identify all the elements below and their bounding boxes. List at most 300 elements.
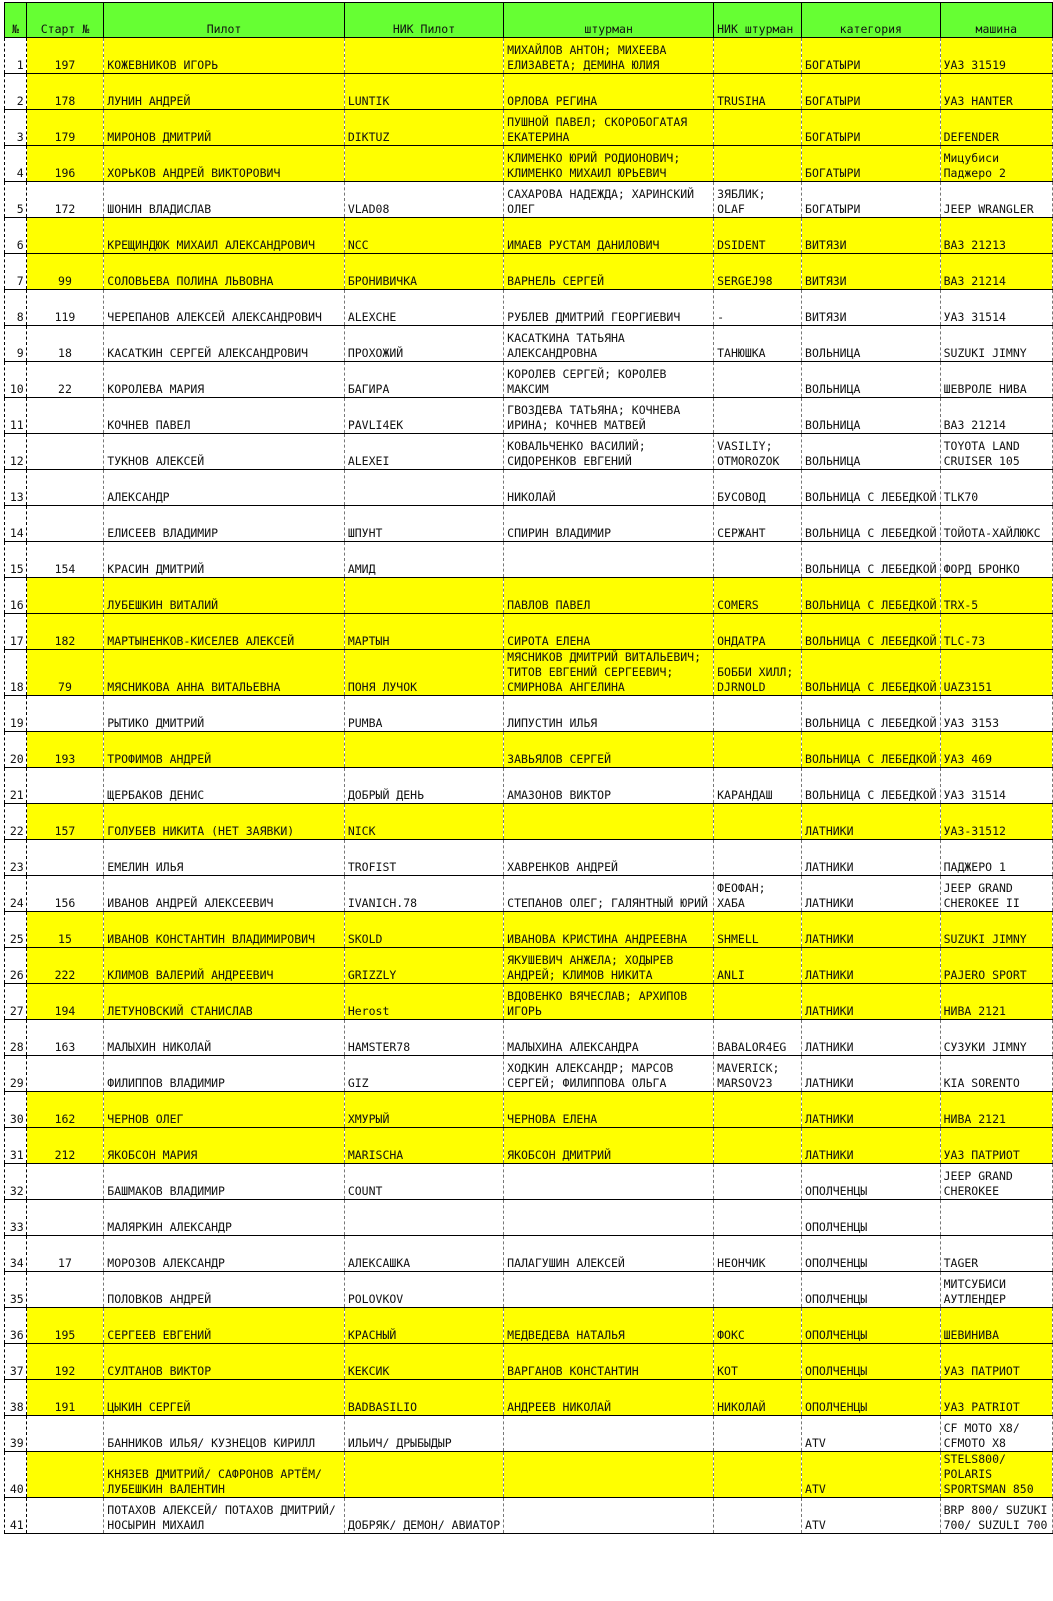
cell-navigator-nick	[714, 110, 802, 146]
table-row	[5, 38, 1053, 74]
cell-start	[26, 1498, 104, 1534]
table-row	[5, 614, 1053, 650]
cell-pilot-nick: КЕКСИК	[344, 1344, 503, 1380]
cell-navigator: МЕДВЕДЕВА НАТАЛЬЯ	[504, 1308, 714, 1344]
cell-num: 39	[5, 1416, 27, 1452]
table-row	[5, 984, 1053, 1020]
cell-start: 179	[26, 110, 104, 146]
cell-pilot-nick: SKOLD	[344, 912, 503, 948]
cell-pilot-nick: PUMBA	[344, 696, 503, 732]
cell-navigator-nick	[714, 398, 802, 434]
cell-pilot: КОРОЛЕВА МАРИЯ	[104, 362, 345, 398]
cell-pilot: ЧЕРНОВ ОЛЕГ	[104, 1092, 345, 1128]
table-row	[5, 290, 1053, 326]
cell-navigator-nick: SHMELL	[714, 912, 802, 948]
cell-pilot-nick: TROFIST	[344, 840, 503, 876]
cell-navigator	[504, 542, 714, 578]
cell-category: ОПОЛЧЕНЦЫ	[802, 1380, 941, 1416]
cell-pilot-nick: ДОБРЯК/ ДЕМОН/ АВИАТОР	[344, 1498, 503, 1534]
cell-category: ЛАТНИКИ	[802, 1020, 941, 1056]
cell-category: ВОЛЬНИЦА С ЛЕБЕДКОЙ	[802, 614, 941, 650]
cell-pilot-nick: BADBASILIO	[344, 1380, 503, 1416]
cell-car: ШЕВРОЛЕ НИВА	[940, 362, 1052, 398]
cell-navigator: РУБЛЕВ ДМИТРИЙ ГЕОРГИЕВИЧ	[504, 290, 714, 326]
cell-navigator: ХАВРЕНКОВ АНДРЕЙ	[504, 840, 714, 876]
cell-num: 4	[5, 146, 27, 182]
cell-category: ВОЛЬНИЦА	[802, 362, 941, 398]
cell-car: УАЗ ПАТРИОТ	[940, 1128, 1052, 1164]
cell-num: 33	[5, 1200, 27, 1236]
cell-navigator: ВАРНЕЛЬ СЕРГЕЙ	[504, 254, 714, 290]
table-row	[5, 254, 1053, 290]
cell-car: НИВА 2121	[940, 984, 1052, 1020]
cell-navigator-nick	[714, 804, 802, 840]
cell-category: ЛАТНИКИ	[802, 840, 941, 876]
cell-pilot: ИВАНОВ КОНСТАНТИН ВЛАДИМИРОВИЧ	[104, 912, 345, 948]
cell-car: УАЗ 3153	[940, 696, 1052, 732]
cell-pilot-nick: DIKTUZ	[344, 110, 503, 146]
cell-category: ВОЛЬНИЦА	[802, 326, 941, 362]
cell-navigator: АМАЗОНОВ ВИКТОР	[504, 768, 714, 804]
cell-navigator-nick: ФОКС	[714, 1308, 802, 1344]
cell-pilot-nick: GIZ	[344, 1056, 503, 1092]
cell-car: TLK70	[940, 470, 1052, 506]
cell-car: Мицубиси Паджеро 2	[940, 146, 1052, 182]
cell-navigator-nick	[714, 696, 802, 732]
cell-num: 32	[5, 1164, 27, 1200]
cell-num: 38	[5, 1380, 27, 1416]
cell-pilot-nick: ШПУНТ	[344, 506, 503, 542]
cell-navigator: КОРОЛЕВ СЕРГЕЙ; КОРОЛЕВ МАКСИМ	[504, 362, 714, 398]
cell-pilot-nick: PAVLI4EK	[344, 398, 503, 434]
cell-category: ВОЛЬНИЦА	[802, 434, 941, 470]
cell-num: 5	[5, 182, 27, 218]
cell-start: 99	[26, 254, 104, 290]
cell-navigator-nick	[714, 840, 802, 876]
cell-car	[940, 1200, 1052, 1236]
cell-num: 27	[5, 984, 27, 1020]
cell-navigator: СТЕПАНОВ ОЛЕГ; ГАЛЯНТНЫЙ ЮРИЙ	[504, 876, 714, 912]
cell-start	[26, 1272, 104, 1308]
cell-pilot-nick	[344, 578, 503, 614]
cell-navigator: ИМАЕВ РУСТАМ ДАНИЛОВИЧ	[504, 218, 714, 254]
table-row	[5, 218, 1053, 254]
cell-pilot: ЛУБЕШКИН ВИТАЛИЙ	[104, 578, 345, 614]
cell-navigator-nick: ANLI	[714, 948, 802, 984]
cell-num: 25	[5, 912, 27, 948]
cell-navigator: ПАЛАГУШИН АЛЕКСЕЙ	[504, 1236, 714, 1272]
cell-navigator	[504, 1164, 714, 1200]
cell-pilot-nick: ПРОХОЖИЙ	[344, 326, 503, 362]
cell-pilot: ПОТАХОВ АЛЕКСЕЙ/ ПОТАХОВ ДМИТРИЙ/ НОСЫРИН МИХАИЛ	[104, 1498, 345, 1534]
col-header-pilot-nick: НИК Пилот	[344, 3, 503, 38]
cell-pilot: ПОЛОВКОВ АНДРЕЙ	[104, 1272, 345, 1308]
cell-category: ВОЛЬНИЦА С ЛЕБЕДКОЙ	[802, 696, 941, 732]
cell-num: 14	[5, 506, 27, 542]
cell-car: УАЗ 31514	[940, 290, 1052, 326]
cell-start: 194	[26, 984, 104, 1020]
cell-start: 197	[26, 38, 104, 74]
cell-navigator: ЧЕРНОВА ЕЛЕНА	[504, 1092, 714, 1128]
cell-car: STELS800/ POLARIS SPORTSMAN 850	[940, 1452, 1052, 1498]
cell-pilot: ИВАНОВ АНДРЕЙ АЛЕКСЕЕВИЧ	[104, 876, 345, 912]
cell-num: 8	[5, 290, 27, 326]
cell-pilot-nick	[344, 38, 503, 74]
cell-num: 17	[5, 614, 27, 650]
cell-num: 41	[5, 1498, 27, 1534]
cell-start: 157	[26, 804, 104, 840]
cell-pilot: СОЛОВЬЕВА ПОЛИНА ЛЬВОВНА	[104, 254, 345, 290]
cell-pilot-nick: ИЛЬИЧ/ ДРЫБЫДЫР	[344, 1416, 503, 1452]
cell-pilot-nick	[344, 146, 503, 182]
cell-car: ТОЙОТА-ХАЙЛЮКС	[940, 506, 1052, 542]
cell-pilot-nick: МАРТЫН	[344, 614, 503, 650]
cell-num: 31	[5, 1128, 27, 1164]
cell-navigator: ПАВЛОВ ПАВЕЛ	[504, 578, 714, 614]
cell-navigator-nick: БОББИ ХИЛЛ; DJRNOLD	[714, 650, 802, 696]
cell-car: SUZUKI JIMNY	[940, 326, 1052, 362]
cell-navigator-nick	[714, 1128, 802, 1164]
table-row	[5, 1452, 1053, 1498]
cell-navigator-nick: НИКОЛАЙ	[714, 1380, 802, 1416]
cell-navigator: НИКОЛАЙ	[504, 470, 714, 506]
cell-pilot-nick: NICK	[344, 804, 503, 840]
cell-navigator: ПУШНОЙ ПАВЕЛ; СКОРОБОГАТАЯ ЕКАТЕРИНА	[504, 110, 714, 146]
cell-start	[26, 398, 104, 434]
cell-category: БОГАТЫРИ	[802, 38, 941, 74]
table-row	[5, 578, 1053, 614]
cell-pilot-nick: ALEXCHE	[344, 290, 503, 326]
cell-start	[26, 1164, 104, 1200]
cell-navigator: КОВАЛЬЧЕНКО ВАСИЛИЙ; СИДОРЕНКОВ ЕВГЕНИЙ	[504, 434, 714, 470]
cell-navigator-nick	[714, 38, 802, 74]
cell-start: 182	[26, 614, 104, 650]
cell-pilot: БАННИКОВ ИЛЬЯ/ КУЗНЕЦОВ КИРИЛЛ	[104, 1416, 345, 1452]
cell-car: SUZUKI JIMNY	[940, 912, 1052, 948]
table-row	[5, 1200, 1053, 1236]
cell-pilot: ШОНИН ВЛАДИСЛАВ	[104, 182, 345, 218]
cell-car: УАЗ-31512	[940, 804, 1052, 840]
cell-pilot: ЛУНИН АНДРЕЙ	[104, 74, 345, 110]
cell-navigator	[504, 1200, 714, 1236]
cell-pilot: СЕРГЕЕВ ЕВГЕНИЙ	[104, 1308, 345, 1344]
cell-category: ВИТЯЗИ	[802, 290, 941, 326]
cell-pilot: ФИЛИППОВ ВЛАДИМИР	[104, 1056, 345, 1092]
cell-category: ОПОЛЧЕНЦЫ	[802, 1236, 941, 1272]
cell-category: ВОЛЬНИЦА С ЛЕБЕДКОЙ	[802, 732, 941, 768]
table-row	[5, 948, 1053, 984]
cell-num: 1	[5, 38, 27, 74]
registration-table	[4, 2, 1053, 1534]
cell-navigator: ЯКОБСОН ДМИТРИЙ	[504, 1128, 714, 1164]
table-row	[5, 1164, 1053, 1200]
cell-start	[26, 578, 104, 614]
cell-pilot: КРЕЩИНДЮК МИХАИЛ АЛЕКСАНДРОВИЧ	[104, 218, 345, 254]
cell-pilot: МАЛЫХИН НИКОЛАЙ	[104, 1020, 345, 1056]
cell-pilot: АЛЕКСАНДР	[104, 470, 345, 506]
cell-category: ВОЛЬНИЦА С ЛЕБЕДКОЙ	[802, 506, 941, 542]
cell-num: 28	[5, 1020, 27, 1056]
cell-car: УАЗ ПАТРИОТ	[940, 1344, 1052, 1380]
cell-pilot: ЕМЕЛИН ИЛЬЯ	[104, 840, 345, 876]
cell-pilot-nick: БРОНИВИЧКА	[344, 254, 503, 290]
cell-navigator-nick: BABALOR4EG	[714, 1020, 802, 1056]
cell-category: ОПОЛЧЕНЦЫ	[802, 1272, 941, 1308]
cell-navigator	[504, 1272, 714, 1308]
cell-navigator: ЛИПУСТИН ИЛЬЯ	[504, 696, 714, 732]
cell-start: 196	[26, 146, 104, 182]
cell-car: JEEP GRAND CHEROKEE	[940, 1164, 1052, 1200]
table-row	[5, 326, 1053, 362]
cell-start	[26, 506, 104, 542]
cell-car: УАЗ 31514	[940, 768, 1052, 804]
cell-start: 222	[26, 948, 104, 984]
cell-start	[26, 840, 104, 876]
cell-category: ВОЛЬНИЦА С ЛЕБЕДКОЙ	[802, 578, 941, 614]
cell-car: TRX-5	[940, 578, 1052, 614]
cell-navigator-nick	[714, 1200, 802, 1236]
cell-num: 36	[5, 1308, 27, 1344]
cell-navigator: АНДРЕЕВ НИКОЛАЙ	[504, 1380, 714, 1416]
table-row	[5, 804, 1053, 840]
cell-navigator-nick: DSIDENT	[714, 218, 802, 254]
cell-category: ОПОЛЧЕНЦЫ	[802, 1308, 941, 1344]
cell-pilot: МОРОЗОВ АЛЕКСАНДР	[104, 1236, 345, 1272]
table-row	[5, 1128, 1053, 1164]
cell-navigator-nick: НЕОНЧИК	[714, 1236, 802, 1272]
cell-navigator-nick: КАРАНДАШ	[714, 768, 802, 804]
cell-category: ВОЛЬНИЦА С ЛЕБЕДКОЙ	[802, 768, 941, 804]
cell-category: ЛАТНИКИ	[802, 876, 941, 912]
cell-category: ЛАТНИКИ	[802, 1092, 941, 1128]
cell-category: ВОЛЬНИЦА С ЛЕБЕДКОЙ	[802, 650, 941, 696]
cell-category: ЛАТНИКИ	[802, 912, 941, 948]
table-row	[5, 1020, 1053, 1056]
table-row	[5, 1092, 1053, 1128]
cell-pilot-nick: POLOVKOV	[344, 1272, 503, 1308]
cell-car: TLC-73	[940, 614, 1052, 650]
cell-car: МИТСУБИСИ АУТЛЕНДЕР	[940, 1272, 1052, 1308]
cell-num: 16	[5, 578, 27, 614]
table-row	[5, 876, 1053, 912]
cell-navigator-nick: ОНДАТРА	[714, 614, 802, 650]
cell-num: 2	[5, 74, 27, 110]
table-row	[5, 110, 1053, 146]
cell-pilot-nick: NCC	[344, 218, 503, 254]
table-row	[5, 650, 1053, 696]
cell-pilot-nick: LUNTIK	[344, 74, 503, 110]
cell-navigator	[504, 1452, 714, 1498]
cell-start	[26, 1452, 104, 1498]
table-row	[5, 1380, 1053, 1416]
col-header-navigator-nick: НИК штурман	[714, 3, 802, 38]
table-row	[5, 1236, 1053, 1272]
col-header-num: №	[5, 3, 27, 38]
cell-pilot: КРАСИН ДМИТРИЙ	[104, 542, 345, 578]
cell-start	[26, 768, 104, 804]
cell-category: БОГАТЫРИ	[802, 182, 941, 218]
cell-category: ВОЛЬНИЦА С ЛЕБЕДКОЙ	[802, 470, 941, 506]
cell-category: ATV	[802, 1452, 941, 1498]
cell-num: 21	[5, 768, 27, 804]
cell-num: 35	[5, 1272, 27, 1308]
col-header-navigator: штурман	[504, 3, 714, 38]
cell-car: НИВА 2121	[940, 1092, 1052, 1128]
cell-start: 15	[26, 912, 104, 948]
cell-pilot-nick: Herost	[344, 984, 503, 1020]
cell-num: 23	[5, 840, 27, 876]
cell-category: ОПОЛЧЕНЦЫ	[802, 1200, 941, 1236]
cell-navigator	[504, 804, 714, 840]
cell-pilot-nick: КРАСНЫЙ	[344, 1308, 503, 1344]
cell-navigator-nick	[714, 362, 802, 398]
table-row	[5, 1272, 1053, 1308]
header-row	[5, 3, 1053, 38]
cell-num: 30	[5, 1092, 27, 1128]
cell-category: БОГАТЫРИ	[802, 74, 941, 110]
table-row	[5, 74, 1053, 110]
cell-num: 3	[5, 110, 27, 146]
cell-start: 192	[26, 1344, 104, 1380]
table-row	[5, 840, 1053, 876]
cell-pilot: БАШМАКОВ ВЛАДИМИР	[104, 1164, 345, 1200]
cell-pilot: ТУКНОВ АЛЕКСЕЙ	[104, 434, 345, 470]
cell-pilot-nick: ДОБРЫЙ ДЕНЬ	[344, 768, 503, 804]
cell-num: 29	[5, 1056, 27, 1092]
cell-category: ВОЛЬНИЦА С ЛЕБЕДКОЙ	[802, 542, 941, 578]
cell-pilot-nick: ПОНЯ ЛУЧОК	[344, 650, 503, 696]
table-row	[5, 146, 1053, 182]
cell-start: 195	[26, 1308, 104, 1344]
cell-navigator-nick: ЗЯБЛИК; OLAF	[714, 182, 802, 218]
cell-start: 156	[26, 876, 104, 912]
cell-pilot: МАРТЫНЕНКОВ-КИСЕЛЕВ АЛЕКСЕЙ	[104, 614, 345, 650]
cell-pilot: КЛИМОВ ВАЛЕРИЙ АНДРЕЕВИЧ	[104, 948, 345, 984]
col-header-category: категория	[802, 3, 941, 38]
cell-start: 154	[26, 542, 104, 578]
cell-pilot-nick	[344, 470, 503, 506]
cell-navigator: СПИРИН ВЛАДИМИР	[504, 506, 714, 542]
cell-category: ОПОЛЧЕНЦЫ	[802, 1344, 941, 1380]
cell-start: 18	[26, 326, 104, 362]
cell-car: JEEP WRANGLER	[940, 182, 1052, 218]
cell-category: ATV	[802, 1498, 941, 1534]
cell-navigator: ЯКУШЕВИЧ АНЖЕЛА; ХОДЫРЕВ АНДРЕЙ; КЛИМОВ НИКИТА	[504, 948, 714, 984]
cell-navigator-nick: -	[714, 290, 802, 326]
cell-navigator: ИВАНОВА КРИСТИНА АНДРЕЕВНА	[504, 912, 714, 948]
cell-num: 37	[5, 1344, 27, 1380]
cell-navigator: МАЛЫХИНА АЛЕКСАНДРА	[504, 1020, 714, 1056]
cell-navigator: ГВОЗДЕВА ТАТЬЯНА; КОЧНЕВА ИРИНА; КОЧНЕВ МАТВЕЙ	[504, 398, 714, 434]
cell-pilot-nick: ALEXEI	[344, 434, 503, 470]
cell-navigator-nick	[714, 1272, 802, 1308]
cell-pilot: КАСАТКИН СЕРГЕЙ АЛЕКСАНДРОВИЧ	[104, 326, 345, 362]
cell-category: ЛАТНИКИ	[802, 984, 941, 1020]
cell-navigator: КАСАТКИНА ТАТЬЯНА АЛЕКСАНДРОВНА	[504, 326, 714, 362]
cell-pilot: КОЧНЕВ ПАВЕЛ	[104, 398, 345, 434]
cell-start: 17	[26, 1236, 104, 1272]
cell-car: DEFENDER	[940, 110, 1052, 146]
table-row	[5, 362, 1053, 398]
cell-navigator-nick: TRUSIHA	[714, 74, 802, 110]
cell-num: 13	[5, 470, 27, 506]
cell-navigator-nick	[714, 1164, 802, 1200]
cell-category: ATV	[802, 1416, 941, 1452]
cell-car: KIA SORENTO	[940, 1056, 1052, 1092]
cell-num: 15	[5, 542, 27, 578]
table-row	[5, 768, 1053, 804]
cell-car: ВАЗ 21213	[940, 218, 1052, 254]
cell-num: 24	[5, 876, 27, 912]
col-header-car: машина	[940, 3, 1052, 38]
cell-start	[26, 1416, 104, 1452]
cell-navigator-nick: ТАНЮШКА	[714, 326, 802, 362]
cell-num: 19	[5, 696, 27, 732]
cell-car: ВАЗ 21214	[940, 398, 1052, 434]
cell-category: ВИТЯЗИ	[802, 218, 941, 254]
cell-category: ОПОЛЧЕНЦЫ	[802, 1164, 941, 1200]
cell-car: TOYOTA LAND CRUISER 105	[940, 434, 1052, 470]
cell-num: 34	[5, 1236, 27, 1272]
cell-num: 7	[5, 254, 27, 290]
cell-start: 193	[26, 732, 104, 768]
cell-navigator-nick: БУСОВОД	[714, 470, 802, 506]
cell-pilot-nick: БАГИРА	[344, 362, 503, 398]
cell-car: BRP 800/ SUZUKI 700/ SUZULI 700	[940, 1498, 1052, 1534]
cell-num: 22	[5, 804, 27, 840]
table-row	[5, 470, 1053, 506]
cell-navigator-nick	[714, 146, 802, 182]
cell-navigator-nick	[714, 542, 802, 578]
cell-navigator: ОРЛОВА РЕГИНА	[504, 74, 714, 110]
cell-pilot-nick: HAMSTER78	[344, 1020, 503, 1056]
cell-car: УАЗ 469	[940, 732, 1052, 768]
cell-navigator-nick: COMERS	[714, 578, 802, 614]
cell-start: 178	[26, 74, 104, 110]
cell-pilot: МАЛЯРКИН АЛЕКСАНДР	[104, 1200, 345, 1236]
cell-pilot-nick: ХМУРЫЙ	[344, 1092, 503, 1128]
cell-pilot-nick: АЛЕКСАШКА	[344, 1236, 503, 1272]
cell-navigator-nick	[714, 984, 802, 1020]
table-row	[5, 696, 1053, 732]
cell-pilot-nick: VLAD08	[344, 182, 503, 218]
cell-pilot-nick: IVANICH.78	[344, 876, 503, 912]
cell-navigator-nick: VASILIY; OTMOROZOK	[714, 434, 802, 470]
cell-num: 18	[5, 650, 27, 696]
cell-car: UAZ3151	[940, 650, 1052, 696]
cell-navigator: ВДОВЕНКО ВЯЧЕСЛАВ; АРХИПОВ ИГОРЬ	[504, 984, 714, 1020]
cell-pilot: ЩЕРБАКОВ ДЕНИС	[104, 768, 345, 804]
cell-pilot: ЧЕРЕПАНОВ АЛЕКСЕЙ АЛЕКСАНДРОВИЧ	[104, 290, 345, 326]
cell-pilot: КОЖЕВНИКОВ ИГОРЬ	[104, 38, 345, 74]
cell-navigator: ХОДКИН АЛЕКСАНДР; МАРСОВ СЕРГЕЙ; ФИЛИППОВА ОЛЬГА	[504, 1056, 714, 1092]
cell-num: 20	[5, 732, 27, 768]
cell-navigator-nick	[714, 1092, 802, 1128]
cell-navigator-nick: СЕРЖАНТ	[714, 506, 802, 542]
cell-pilot: ЯКОБСОН МАРИЯ	[104, 1128, 345, 1164]
cell-car: CF MOTO X8/ CFMOTO X8	[940, 1416, 1052, 1452]
table-row	[5, 1056, 1053, 1092]
table-row	[5, 434, 1053, 470]
cell-start: 172	[26, 182, 104, 218]
cell-car: ПАДЖЕРО 1	[940, 840, 1052, 876]
cell-pilot-nick: АМИД	[344, 542, 503, 578]
cell-navigator: САХАРОВА НАДЕЖДА; ХАРИНСКИЙ ОЛЕГ	[504, 182, 714, 218]
cell-car: ШЕВИНИВА	[940, 1308, 1052, 1344]
cell-pilot: КНЯЗЕВ ДМИТРИЙ/ САФРОНОВ АРТЁМ/ ЛУБЕШКИН ВАЛЕНТИН	[104, 1452, 345, 1498]
cell-navigator-nick	[714, 732, 802, 768]
cell-num: 11	[5, 398, 27, 434]
